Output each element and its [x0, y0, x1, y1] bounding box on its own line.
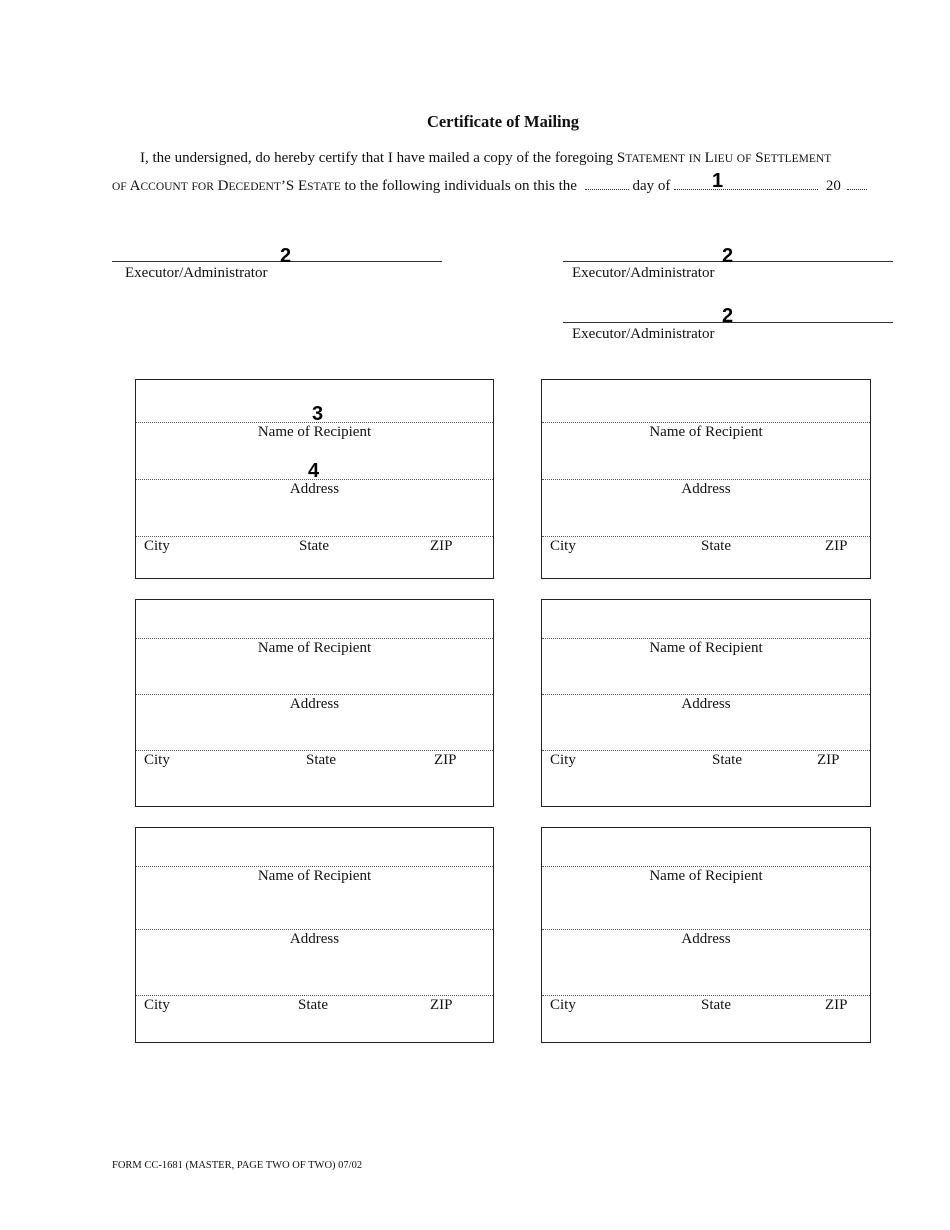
- city-state-zip-line[interactable]: [136, 750, 493, 751]
- city-label: City: [144, 538, 170, 554]
- name-line[interactable]: [136, 638, 493, 639]
- sc-text: IN: [688, 153, 701, 165]
- address-label: Address: [289, 481, 340, 497]
- executor-label: Executor/Administrator: [572, 326, 715, 342]
- recipient-box[interactable]: [135, 599, 494, 807]
- city-label: City: [550, 538, 576, 554]
- zip-label: ZIP: [434, 752, 457, 768]
- state-label: State: [712, 752, 742, 768]
- name-of-recipient-label: Name of Recipient: [649, 868, 763, 884]
- sc-text: ETTLEMENT: [763, 153, 832, 165]
- address-label: Address: [289, 696, 340, 712]
- recipient-name-marker: 3: [312, 403, 324, 425]
- zip-label: ZIP: [825, 997, 848, 1013]
- recipient-box[interactable]: [135, 379, 494, 579]
- zip-label: ZIP: [817, 752, 840, 768]
- page-title: Certificate of Mailing: [426, 112, 580, 131]
- address-label: Address: [681, 931, 731, 947]
- address-line[interactable]: [136, 694, 493, 695]
- certification-line-2: [112, 177, 867, 195]
- sc-text: CCOUNT: [140, 181, 188, 193]
- recipient-box[interactable]: [541, 379, 871, 579]
- sc-text: ECEDENT: [228, 181, 281, 193]
- state-label: State: [306, 752, 336, 768]
- address-line[interactable]: [542, 694, 870, 695]
- year-field[interactable]: [847, 177, 867, 190]
- name-line[interactable]: [136, 422, 493, 423]
- sc-letter: E: [297, 178, 308, 194]
- address-label: Address: [681, 481, 731, 497]
- city-label: City: [144, 997, 170, 1013]
- state-label: State: [298, 997, 328, 1013]
- address-label: Address: [681, 696, 731, 712]
- day-of-label: day of: [632, 178, 671, 194]
- sc-letter: L: [704, 150, 714, 166]
- sc-text: FOR: [191, 181, 214, 193]
- zip-label: ZIP: [430, 538, 453, 554]
- executor-signature-line-1[interactable]: [112, 261, 442, 262]
- address-label: Address: [289, 931, 340, 947]
- name-line[interactable]: [136, 866, 493, 867]
- city-label: City: [550, 997, 576, 1013]
- certification-line-1: [140, 150, 831, 167]
- recipient-box[interactable]: [135, 827, 494, 1043]
- certification-text: I, the undersigned, do hereby certify that I have mailed a copy of the foregoing: [140, 150, 614, 166]
- sc-text: ’S: [280, 178, 295, 194]
- name-line[interactable]: [542, 422, 870, 423]
- city-state-zip-line[interactable]: [542, 750, 870, 751]
- name-of-recipient-label: Name of Recipient: [257, 424, 372, 440]
- name-line[interactable]: [542, 866, 870, 867]
- state-label: State: [299, 538, 329, 554]
- city-state-zip-line[interactable]: [542, 536, 870, 537]
- city-state-zip-line[interactable]: [542, 995, 870, 996]
- city-label: City: [144, 752, 170, 768]
- city-state-zip-line[interactable]: [136, 536, 493, 537]
- executor-marker: 2: [722, 245, 734, 267]
- sc-text: TATEMENT: [625, 153, 686, 165]
- recipient-box[interactable]: [541, 599, 871, 807]
- zip-label: ZIP: [825, 538, 848, 554]
- year-prefix: 20: [825, 178, 841, 194]
- certification-text: to the following individuals on this the: [344, 178, 577, 194]
- sc-letter: D: [217, 178, 229, 194]
- sc-text: OF: [112, 181, 127, 193]
- address-line[interactable]: [136, 479, 493, 480]
- date-marker: 1: [712, 170, 724, 192]
- name-of-recipient-label: Name of Recipient: [257, 640, 372, 656]
- executor-marker: 2: [722, 305, 734, 327]
- state-label: State: [701, 997, 731, 1013]
- state-label: State: [701, 538, 731, 554]
- address-line[interactable]: [542, 479, 870, 480]
- month-field[interactable]: [674, 177, 818, 190]
- executor-label: Executor/Administrator: [125, 265, 268, 281]
- recipient-box[interactable]: [541, 827, 871, 1043]
- zip-label: ZIP: [430, 997, 453, 1013]
- name-of-recipient-label: Name of Recipient: [649, 424, 763, 440]
- day-field[interactable]: [585, 177, 629, 190]
- executor-marker: 2: [280, 245, 292, 267]
- sc-letter: S: [616, 150, 626, 166]
- sc-letter: S: [755, 150, 764, 166]
- executor-label: Executor/Administrator: [572, 265, 715, 281]
- address-marker: 4: [308, 460, 320, 482]
- name-of-recipient-label: Name of Recipient: [257, 868, 372, 884]
- address-line[interactable]: [136, 929, 493, 930]
- sc-letter: A: [129, 178, 141, 194]
- form-footer: FORM CC-1681 (MASTER, PAGE TWO OF TWO) 07/02: [112, 1160, 363, 1171]
- city-state-zip-line[interactable]: [136, 995, 493, 996]
- address-line[interactable]: [542, 929, 870, 930]
- sc-text: STATE: [307, 181, 341, 193]
- city-label: City: [550, 752, 576, 768]
- name-line[interactable]: [542, 638, 870, 639]
- sc-text: OF: [736, 153, 752, 165]
- sc-text: IEU: [713, 153, 734, 165]
- name-of-recipient-label: Name of Recipient: [649, 640, 763, 656]
